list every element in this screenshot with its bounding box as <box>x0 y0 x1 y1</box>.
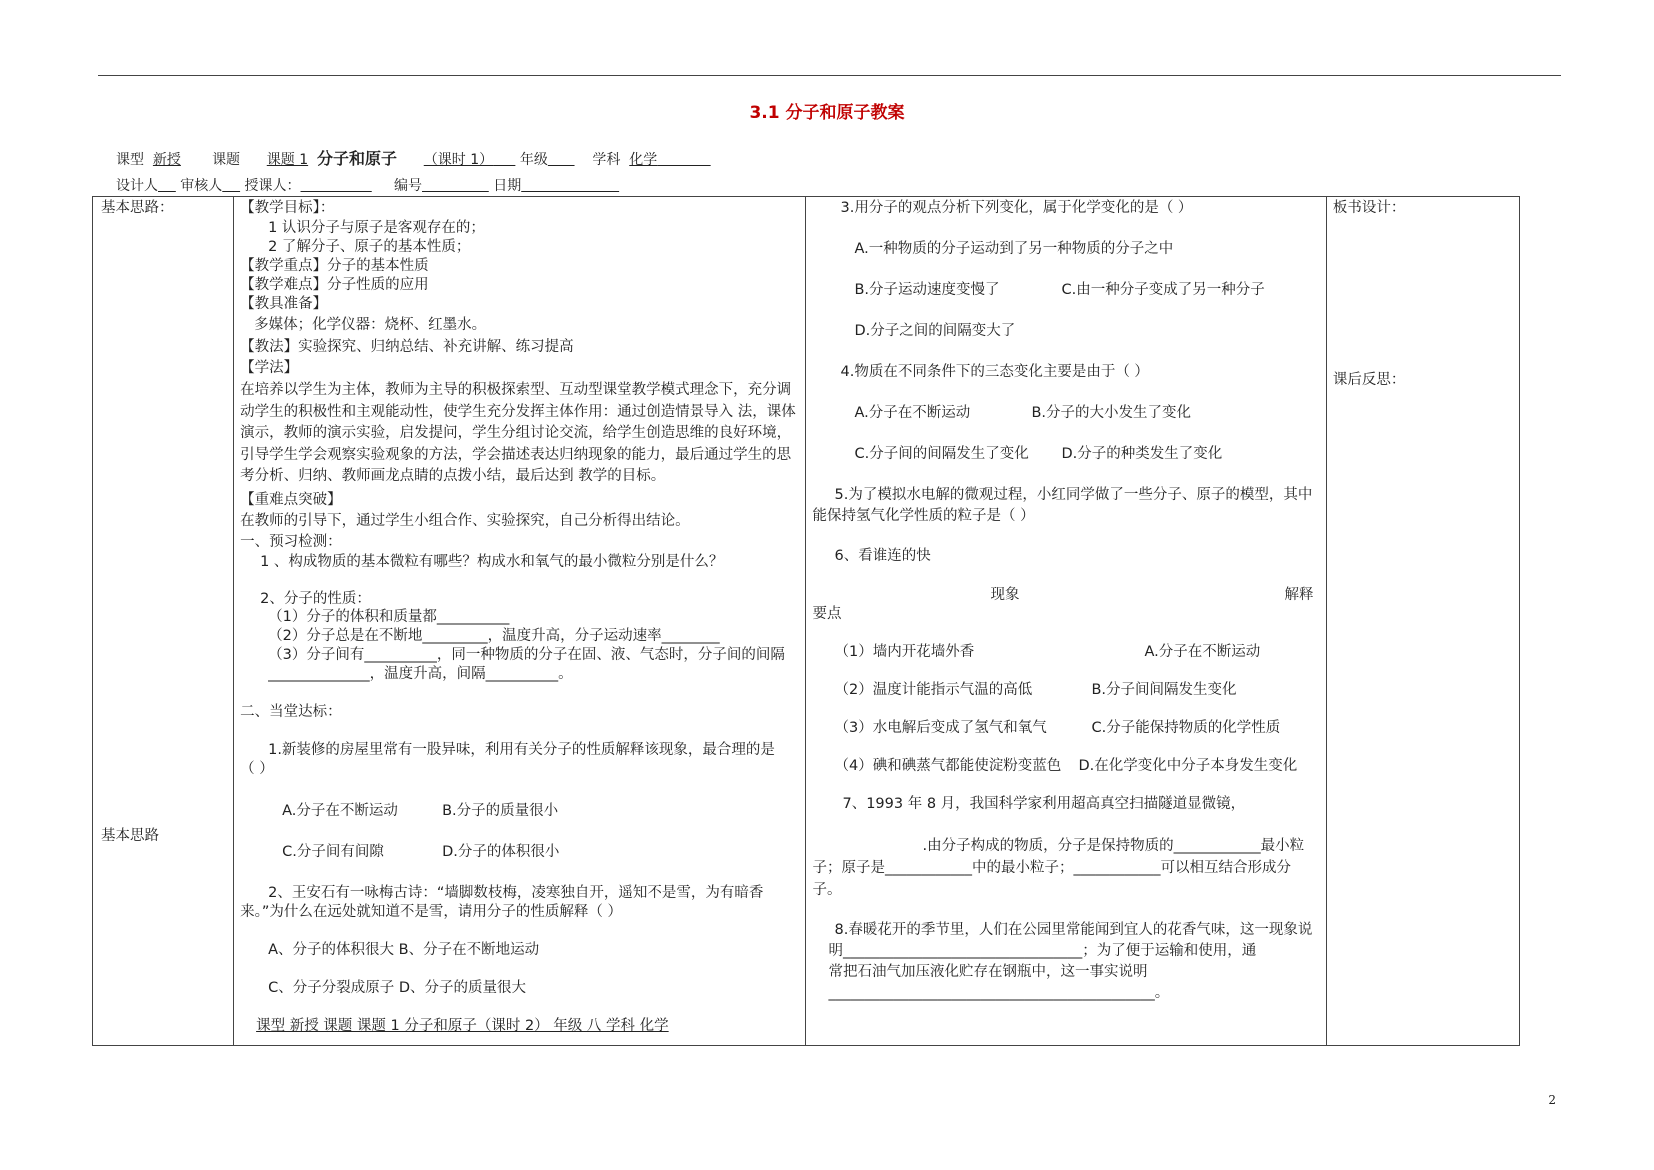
question-8d: _____________________________________________。 <box>828 985 1170 1001</box>
q6-item-4: （4）碘和碘蒸气都能使淀粉变蓝色 <box>834 758 1062 774</box>
q2-options-cd: C、分子分裂成原子 D、分子的质量很大 <box>268 980 526 996</box>
header-row-1 <box>116 146 711 169</box>
key-point: 【教学重点】分子的基本性质 <box>240 258 429 274</box>
study-paragraph: 在培养以学生为主体，教师为主导的积极探索型、互动型课堂教学模式理念下，充分调动学生的积极性和主观能动性，使学生充分发挥主体作用：通过创造情景导入 法，课体演示，教师的演示实验，启发提问，学生分组讨论交流，给学生创造思维的良好环境，引导学生学会观察实验观象的方法，学会描述表达归纳现象的能力，最后通过学生的思考分析、归纳、教师画龙点睛的点拨小结，最后达到 教学的目标。 <box>240 382 796 484</box>
question-5b: 能保持氢气化学性质的粒子是（ ） <box>812 508 1035 524</box>
property-1: （1）分子的体积和质量都__________ <box>268 609 510 625</box>
q4-option-a: A.分子在不断运动 <box>854 405 971 421</box>
question-8a: 8.春暖花开的季节里，人们在公园里常能闻到宜人的花香气味，这一现象说 <box>834 922 1313 938</box>
molecule-properties-heading: 2、分子的性质： <box>260 591 371 607</box>
q1-option-b: B.分子的质量很小 <box>442 803 559 819</box>
reviewer-label: 审核人 <box>180 178 223 194</box>
study-heading: 【学法】 <box>240 360 299 376</box>
q4-option-d: D.分子的种类发生了变化 <box>1061 446 1223 462</box>
difficulty: 【教学难点】分子性质的应用 <box>240 277 429 293</box>
q3-option-a: A.一种物质的分子运动到了另一种物质的分子之中 <box>854 241 1174 257</box>
q6-answer-c: C.分子能保持物质的化学性质 <box>1091 720 1281 736</box>
question-8b: 明_________________________________；为了便于运输和使用，通 <box>828 943 1257 959</box>
q6-answer-a: A.分子在不断运动 <box>1144 644 1261 660</box>
content-column <box>234 197 806 1046</box>
q6-points-header: 要点 <box>812 606 842 622</box>
q3-option-c: C.由一种分子变成了另一种分子 <box>1061 282 1265 298</box>
teaching-method: 【教法】实验探究、归纳总结、补充讲解、练习提高 <box>240 339 574 355</box>
question-3: 3.用分子的观点分析下列变化，属于化学变化的是（ ） <box>840 200 1193 216</box>
q6-item-3: （3）水电解后变成了氢气和氧气 <box>834 720 1047 736</box>
basic-thinking-label: 基本思路： <box>101 200 174 216</box>
tools: 多媒体；化学仪器：烧杯、红墨水。 <box>254 317 487 333</box>
top-rule <box>98 75 1561 76</box>
q1-option-d: D.分子的体积很小 <box>442 844 560 860</box>
property-3b: ______________，温度升高，间隔__________。 <box>268 666 573 682</box>
question-2b: 来。”为什么在远处就知道不是雪，请用分子的性质解释（ ） <box>240 904 622 920</box>
property-2: （2）分子总是在不断地_________，温度升高，分子运动速率________ <box>268 628 720 644</box>
next-lesson-header: 课型 新授 课题 课题 1 分子和原子（课时 2） 年级 八 学科 化学 <box>256 1018 669 1034</box>
subject-value: 化学 <box>629 152 658 168</box>
topic-value: 课题 1 <box>266 152 309 168</box>
question-7d: 子。 <box>812 882 842 898</box>
tools-heading: 【教具准备】 <box>240 296 328 312</box>
subject-label: 学科 <box>592 152 621 168</box>
lecturer-label: 授课人： <box>244 178 301 194</box>
topic-name: 分子和原子 <box>317 149 398 168</box>
q3-option-d: D.分子之间的间隔变大了 <box>854 323 1016 339</box>
class-check-heading: 二、当堂达标： <box>240 704 342 720</box>
q6-answer-d: D.在化学变化中分子本身发生变化 <box>1078 758 1298 774</box>
date-label: 日期 <box>493 178 522 194</box>
question-7c: 子；原子是____________中的最小粒子；____________可以相互结合形成分 <box>812 860 1291 876</box>
type-value: 新授 <box>152 152 181 168</box>
question-7b: .由分子构成的物质，分子是保持物质的____________最小粒 <box>922 838 1305 854</box>
q6-item-1: （1）墙内开花墙外香 <box>834 644 975 660</box>
notes-column <box>1326 197 1519 1046</box>
topic-label: 课题 <box>212 152 241 168</box>
breakthrough: 在教师的引导下，通过学生小组合作、实验探究，自己分析得出结论。 <box>240 513 690 529</box>
q3-option-b: B.分子运动速度变慢了 <box>854 282 1000 298</box>
reflection-label: 课后反思： <box>1332 372 1406 388</box>
question-7a: 7、1993 年 8 月，我国科学家利用超高真空扫描隧道显微镜， <box>842 796 1246 812</box>
q6-answer-b: B.分子间间隔发生变化 <box>1091 682 1237 698</box>
question-1-blank: （ ） <box>240 761 274 777</box>
q2-options-ab: A、分子的体积很大 B、分子在不断地运动 <box>268 942 540 958</box>
question-1: 1.新装修的房屋里常有一股异味，利用有关分子的性质解释该现象，最合理的是 <box>268 742 775 758</box>
question-4: 4.物质在不同条件下的三态变化主要是由于（ ） <box>840 364 1149 380</box>
period: （课时 1） <box>423 152 494 168</box>
grade-label: 年级 <box>519 152 548 168</box>
thinking-column <box>93 197 234 1046</box>
breakthrough-heading: 【重难点突破】 <box>240 492 342 508</box>
question-6: 6、看谁连的快 <box>834 548 931 564</box>
page-title: 3.1 分子和原子教案 <box>749 103 905 123</box>
q6-item-2: （2）温度计能指示气温的高低 <box>834 682 1033 698</box>
exercise-column <box>806 197 1326 1046</box>
board-design-label: 板书设计： <box>1332 200 1406 216</box>
preview-heading: 一、预习检测： <box>240 534 342 550</box>
goal-heading: 【教学目标】： <box>240 200 335 216</box>
number-label: 编号 <box>394 178 422 194</box>
q1-option-c: C.分子间有间隙 <box>282 844 384 860</box>
question-2a: 2、王安石有一咏梅古诗：“墙脚数枝梅，凌寒独自开，遥知不是雪，为有暗香 <box>268 885 764 901</box>
basic-thinking-label-2: 基本思路 <box>101 828 159 844</box>
q1-option-a: A.分子在不断运动 <box>282 803 398 819</box>
designer-label: 设计人 <box>116 178 158 194</box>
question-8c: 常把石油气加压液化贮存在钢瓶中，这一事实说明 <box>828 964 1148 980</box>
property-3a: （3）分子间有__________，同一种物质的分子在固、液、气态时，分子间的间隔 <box>268 647 785 663</box>
question-5a: 5.为了模拟水电解的微观过程，小红同学做了一些分子、原子的模型，其中 <box>834 487 1313 503</box>
q6-phenomenon-header: 现象 <box>990 587 1020 603</box>
header-row-2 <box>116 175 619 195</box>
q4-option-c: C.分子间的间隔发生了变化 <box>854 446 1029 462</box>
page-number: 2 <box>1548 1093 1556 1107</box>
lesson-plan-table <box>92 196 1520 1046</box>
q6-explain-header: 解释 <box>1284 587 1314 603</box>
preview-question-1: 1 、构成物质的基本微粒有哪些？构成水和氧气的最小微粒分别是什么？ <box>260 554 724 570</box>
q4-option-b: B.分子的大小发生了变化 <box>1031 405 1192 421</box>
goal-2: 2 了解分子、原子的基本性质； <box>268 239 471 255</box>
type-label: 课型 <box>116 152 144 168</box>
goal-1: 1 认识分子与原子是客观存在的； <box>268 220 485 236</box>
